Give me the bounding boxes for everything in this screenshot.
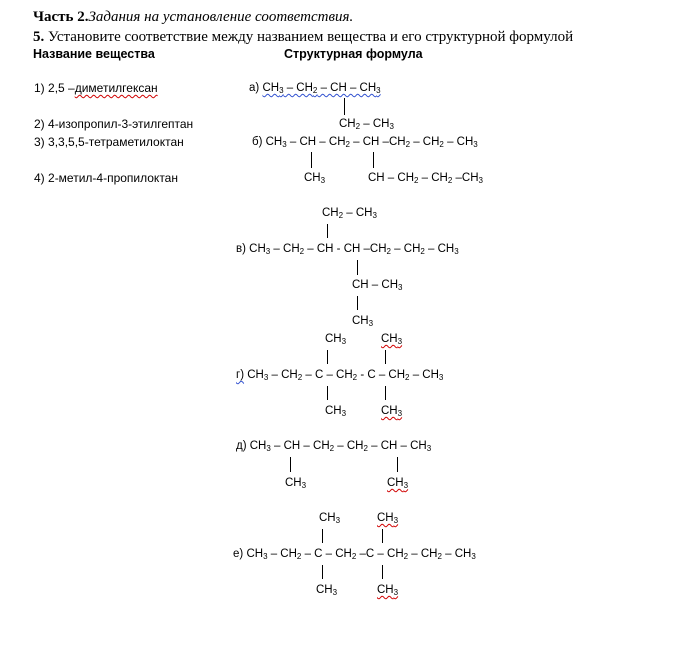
formula-e-top-right: $CH_3$ <box>377 512 399 525</box>
formula-b-branch-left: $CH_3$ <box>304 172 326 185</box>
formula-d-bottom-right: $CH_3$ <box>387 477 409 490</box>
name-column-header: Название вещества <box>33 47 155 61</box>
part-heading <box>33 9 353 26</box>
bond-line <box>357 260 358 275</box>
bond-line <box>311 152 312 168</box>
bond-line <box>344 98 345 115</box>
formula-e-top-left: $CH_3$ <box>319 512 341 525</box>
formula-g-top-right: $CH_3$ <box>381 333 403 346</box>
formula-v-branch: CH – $CH_3$ <box>352 279 403 292</box>
formula-a: а) $CH_3 - CH_2$ – CH – $CH_3$ <box>249 82 381 95</box>
formula-a-branch: $CH_2 - CH_3$ <box>339 118 394 131</box>
formula-g-bottom-right: $CH_3$ <box>381 405 403 418</box>
formula-d-bottom-left: $CH_3$ <box>285 477 307 490</box>
bond-line <box>327 224 328 238</box>
bond-line <box>322 565 323 579</box>
formula-d: д) $CH_3$ – CH – $CH_2 - CH_2$ – CH – $CH_3$ <box>236 440 432 453</box>
formula-v: в) $CH_3 - CH_2$ – CH - CH $-CH_2 - CH_2 - CH_3$ <box>236 243 459 256</box>
formula-g-main: $CH_3 - CH_2$ – C – $CH_2$ - C – $CH_2 - CH_3$ <box>247 369 444 382</box>
task-text: Установите соответствие между названием вещества и его структурной формулой <box>48 29 574 45</box>
formula-b-main: $CH_3$ – CH – $CH_2$ – CH $-CH_2 - CH_2 - CH_3$ <box>265 136 478 149</box>
formula-v-top: $CH_2 - CH_3$ <box>322 207 377 220</box>
bond-line <box>327 386 328 400</box>
formula-v-main: $CH_3 - CH_2$ – CH - CH $-CH_2 - CH_2 - CH_3$ <box>249 243 459 256</box>
formula-e-bottom-left: $CH_3$ <box>316 584 338 597</box>
bond-line <box>382 565 383 579</box>
part-label: Часть 2. <box>33 9 89 25</box>
formula-a-main: $CH_3 - CH_2$ – CH – $CH_3$ <box>262 82 381 95</box>
bond-line <box>385 386 386 400</box>
formula-g-top-left: $CH_3$ <box>325 333 347 346</box>
bond-line <box>382 529 383 543</box>
formula-v-branch-end: $CH_3$ <box>352 315 374 328</box>
name-item-2: 2) 4-изопропил-3-этилгептан <box>34 117 194 131</box>
bond-line <box>357 296 358 310</box>
bond-line <box>327 350 328 364</box>
formula-g: г) $CH_3 - CH_2$ – C – $CH_2$ - C – $CH_2 - CH_3$ <box>236 369 444 382</box>
formula-e: е) $CH_3 - CH_2$ – C – $CH_2$ $-C - CH_2 - CH_2 - CH_3$ <box>233 548 476 561</box>
formula-d-main: $CH_3$ – CH – $CH_2 - CH_2$ – CH – $CH_3$ <box>249 440 432 453</box>
bond-line <box>290 457 291 472</box>
formula-b: б) $CH_3$ – CH – $CH_2$ – CH $-CH_2 - CH_2 - CH_3$ <box>252 136 478 149</box>
bond-line <box>373 152 374 168</box>
bond-line <box>385 350 386 364</box>
formula-e-main: $CH_3 - CH_2$ – C – $CH_2$ $-C - CH_2 - CH_2 - CH_3$ <box>246 548 476 561</box>
name-item-4: 4) 2-метил-4-пропилоктан <box>34 171 178 185</box>
name-item-3: 3) 3,3,5,5-тетраметилоктан <box>34 135 184 149</box>
task-heading <box>33 29 573 46</box>
name-item-1: 1) 2,5 –диметилгексан <box>34 81 158 95</box>
task-number: 5. <box>33 29 45 45</box>
formula-column-header: Структурная формула <box>284 47 423 61</box>
bond-line <box>397 457 398 472</box>
formula-e-bottom-right: $CH_3$ <box>377 584 399 597</box>
formula-b-branch-right: CH – $CH_2 - CH_2$ $-CH_3$ <box>368 172 483 185</box>
formula-g-bottom-left: $CH_3$ <box>325 405 347 418</box>
bond-line <box>322 529 323 543</box>
part-title: Задания на установление соответствия. <box>88 9 354 25</box>
